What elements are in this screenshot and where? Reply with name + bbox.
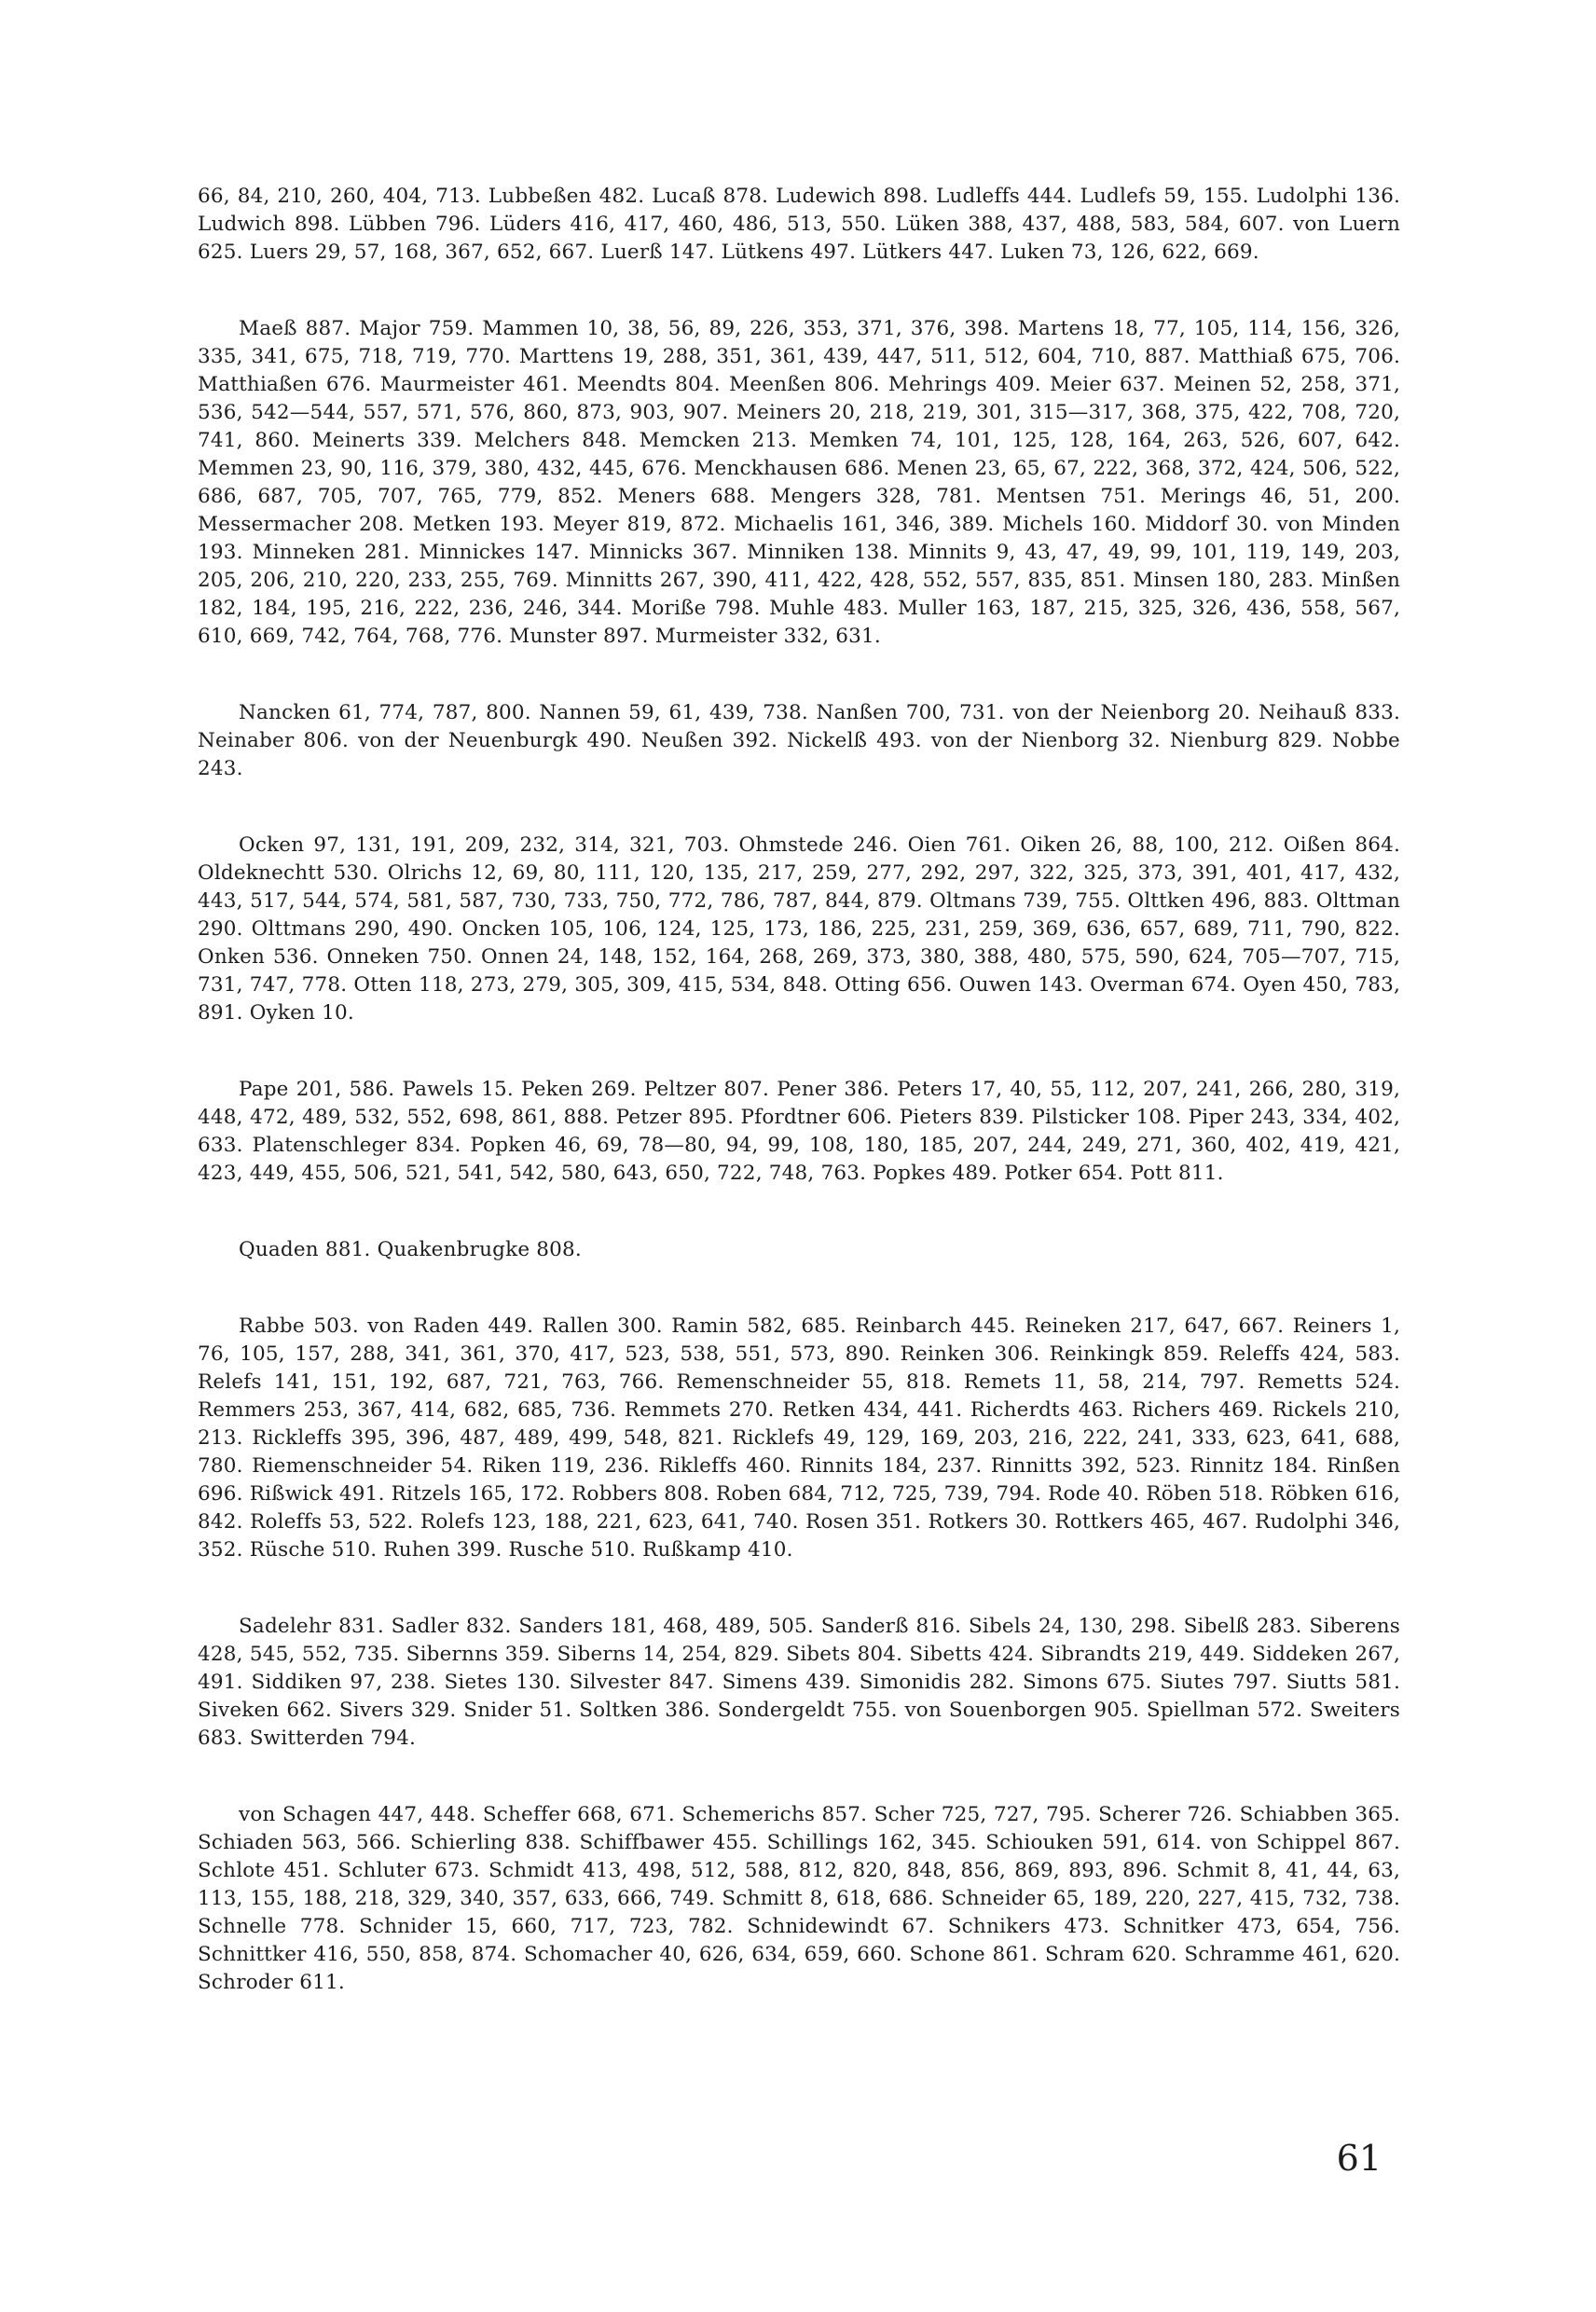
index-paragraph-r: Rabbe 503. von Raden 449. Rallen 300. Ramin 582, 685. Reinbarch 445. Reineken 217, 647, 667. Reiners 1, 76, 105, 157, 288, 341, 361, 370, 417, 523, 538, 551, 573, 890. Reinken 306. Reinkingk 859. Releffs 424, 583. Relefs 141, 151, 192, 687, 721, 763, 766. Remenschneider 55, 818. Remets 11, 58, 214, 797. Remetts 524. Remmers 253, 367, 414, 682, 685, 736. Remmets 270. Retken 434, 441. Richerdts 463. Richers 469. Rickels 210, 213. Rickleffs 395, 396, 487, 489, 499, 548, 821. Ricklefs 49, 129, 169, 203, 216, 222, 241, 333, 623, 641, 688, 780. Riemenschneider 54. Riken 119, 236. Rikleffs 460. Rinnits 184, 237. Rinnitts 392, 523. Rinnitz 184. Rinßen 696. Rißwick 491. Ritzels 165, 172. Robbers 808. Roben 684, 712, 725, 739, 794. Rode 40. Röben 518. Röbken 616, 842. Roleffs 53, 522. Rolefs 123, 188, 221, 623, 641, 740. Rosen 351. Rotkers 30. Rottkers 465, 467. Rudolphi 346, 352. Rüsche 510. Ruhen 399. Rusche 510. Rußkamp 410.: [198, 1314, 1400, 1562]
page-number: 61: [1336, 2138, 1382, 2179]
name-index-text: [198, 183, 1400, 2045]
index-paragraph-o: Ocken 97, 131, 191, 209, 232, 314, 321, 703. Ohmstede 246. Oien 761. Oiken 26, 88, 100, 212. Oißen 864. Oldeknechtt 530. Olrichs 12, 69, 80, 111, 120, 135, 217, 259, 277, 292, 297, 322, 325, 373, 391, 401, 417, 432, 443, 517, 544, 574, 581, 587, 730, 733, 750, 772, 786, 787, 844, 879. Oltmans 739, 755. Olttken 496, 883. Olttman 290. Olttmans 290, 490. Oncken 105, 106, 124, 125, 173, 186, 225, 231, 259, 369, 636, 657, 689, 711, 790, 822. Onken 536. Onneken 750. Onnen 24, 148, 152, 164, 268, 269, 373, 380, 388, 480, 575, 590, 624, 705—707, 715, 731, 747, 778. Otten 118, 273, 279, 305, 309, 415, 534, 848. Otting 656. Ouwen 143. Overman 674. Oyen 450, 783, 891. Oyken 10.: [198, 833, 1400, 1025]
index-paragraph-n: Nancken 61, 774, 787, 800. Nannen 59, 61, 439, 738. Nanßen 700, 731. von der Neienborg 20. Neihauß 833. Neinaber 806. von der Neuenburgk 490. Neußen 392. Nickelß 493. von der Nienborg 32. Nienburg 829. Nobbe 243.: [198, 701, 1400, 780]
index-paragraph-q: Quaden 881. Quakenbrugke 808.: [239, 1238, 582, 1261]
index-paragraph-m: Maeß 887. Major 759. Mammen 10, 38, 56, 89, 226, 353, 371, 376, 398. Martens 18, 77, 105, 114, 156, 326, 335, 341, 675, 718, 719, 770. Marttens 19, 288, 351, 361, 439, 447, 511, 512, 604, 710, 887. Matthiaß 675, 706. Matthiaßen 676. Maurmeister 461. Meendts 804. Meenßen 806. Mehrings 409. Meier 637. Meinen 52, 258, 371, 536, 542—544, 557, 571, 576, 860, 873, 903, 907. Meiners 20, 218, 219, 301, 315—317, 368, 375, 422, 708, 720, 741, 860. Meinerts 339. Melchers 848. Memcken 213. Memken 74, 101, 125, 128, 164, 263, 526, 607, 642. Memmen 23, 90, 116, 379, 380, 432, 445, 676. Menckhausen 686. Menen 23, 65, 67, 222, 368, 372, 424, 506, 522, 686, 687, 705, 707, 765, 779, 852. Meners 688. Mengers 328, 781. Mentsen 751. Merings 46, 51, 200. Messermacher 208. Metken 193. Meyer 819, 872. Michaelis 161, 346, 389. Michels 160. Middorf 30. von Minden 193. Minneken 281. Minnickes 147. Minnicks 367. Minniken 138. Minnits 9, 43, 47, 49, 99, 101, 119, 149, 203, 205, 206, 210, 220, 233, 255, 769. Minnitts 267, 390, 411, 422, 428, 552, 557, 835, 851. Minsen 180, 283. Minßen 182, 184, 195, 216, 222, 236, 246, 344. Moriße 798. Muhle 483. Muller 163, 187, 215, 325, 326, 436, 558, 567, 610, 669, 742, 764, 768, 776. Munster 897. Murmeister 332, 631.: [198, 317, 1400, 648]
index-paragraph-p: Pape 201, 586. Pawels 15. Peken 269. Peltzer 807. Pener 386. Peters 17, 40, 55, 112, 207, 241, 266, 280, 319, 448, 472, 489, 532, 552, 698, 861, 888. Petzer 895. Pfordtner 606. Pieters 839. Pilsticker 108. Piper 243, 334, 402, 633. Platenschleger 834. Popken 46, 69, 78—80, 94, 99, 108, 180, 185, 207, 244, 249, 271, 360, 402, 419, 421, 423, 449, 455, 506, 521, 541, 542, 580, 643, 650, 722, 748, 763. Popkes 489. Potker 654. Pott 811.: [198, 1078, 1400, 1185]
index-paragraph-sch: von Schagen 447, 448. Scheffer 668, 671. Schemerichs 857. Scher 725, 727, 795. Scherer 726. Schiabben 365. Schiaden 563, 566. Schierling 838. Schiffbawer 455. Schillings 162, 345. Schiouken 591, 614. von Schippel 867. Schlote 451. Schluter 673. Schmidt 413, 498, 512, 588, 812, 820, 848, 856, 869, 893, 896. Schmit 8, 41, 44, 63, 113, 155, 188, 218, 329, 340, 357, 633, 666, 749. Schmitt 8, 618, 686. Schneider 65, 189, 220, 227, 415, 732, 738. Schnelle 778. Schnider 15, 660, 717, 723, 782. Schnidewindt 67. Schnikers 473. Schnitker 473, 654, 756. Schnittker 416, 550, 858, 874. Schomacher 40, 626, 634, 659, 660. Schone 861. Schram 620. Schramme 461, 620. Schroder 611.: [198, 1803, 1400, 1994]
index-paragraph-s: Sadelehr 831. Sadler 832. Sanders 181, 468, 489, 505. Sanderß 816. Sibels 24, 130, 298. Sibelß 283. Siberens 428, 545, 552, 735. Sibernns 359. Siberns 14, 254, 829. Sibets 804. Sibetts 424. Sibrandts 219, 449. Siddeken 267, 491. Siddiken 97, 238. Sietes 130. Silvester 847. Simens 439. Simonidis 282. Simons 675. Siutes 797. Siutts 581. Siveken 662. Sivers 329. Snider 51. Soltken 386. Sondergeldt 755. von Souenborgen 905. Spiellman 572. Sweiters 683. Switterden 794.: [198, 1615, 1400, 1750]
index-paragraph-l: 66, 84, 210, 260, 404, 713. Lubbeßen 482. Lucaß 878. Ludewich 898. Ludleffs 444. Ludlefs 59, 155. Ludolphi 136. Ludwich 898. Lübben 796. Lüders 416, 417, 460, 486, 513, 550. Lüken 388, 437, 488, 583, 584, 607. von Luern 625. Luers 29, 57, 168, 367, 652, 667. Luerß 147. Lütkens 497. Lütkers 447. Luken 73, 126, 622, 669.: [198, 185, 1400, 264]
